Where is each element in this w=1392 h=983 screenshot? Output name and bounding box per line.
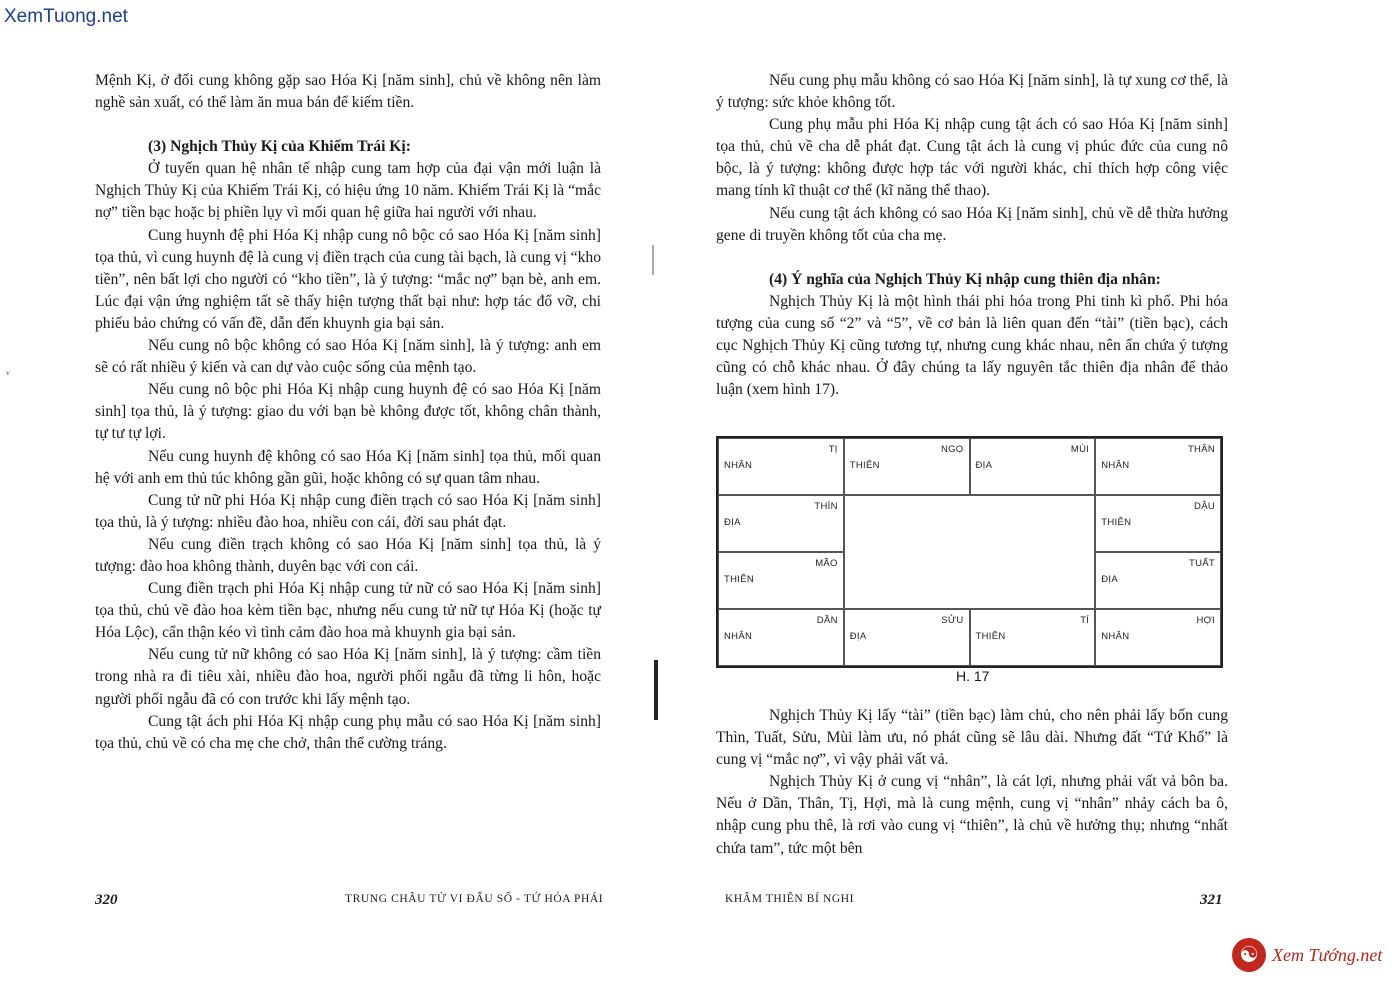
paragraph: Nghịch Thủy Kị là một hình thái phi hóa trong Phi tinh kì phổ. Phi hóa tượng của cung số “2” và “5”, về cơ bản là liên quan đến “tài” (tiền bạc), cách cục Nghịch Thủy Kị cũng tương tự, nhưng cung khác nhau, nên ẩn chứa ý tượng cũng có chỗ khác nhau. Ở đây chúng ta lấy nguyên tắc thiên địa nhân để thảo luận (xem hình 17). xyxy=(716,292,1228,399)
paragraph: Nếu cung nô bộc không có sao Hóa Kị [năm sinh], là ý tượng: anh em sẽ có rất nhiều ý kiến và can dự vào cuộc sống của mệnh tạo. xyxy=(95,337,601,377)
palace-cell xyxy=(718,495,844,552)
element-label: ĐỊA xyxy=(724,517,741,528)
branch-label: DẦN xyxy=(816,615,838,626)
logo-text: Xem Tướng.net xyxy=(1272,944,1383,965)
element-label: THIÊN xyxy=(724,574,754,585)
palace-cell xyxy=(844,609,970,666)
branch-label: TUẤT xyxy=(1188,558,1215,569)
branch-label: THÌN xyxy=(814,501,838,512)
branch-label: TỊ xyxy=(828,444,838,455)
element-label: ĐỊA xyxy=(975,460,993,471)
element-label: THIÊN xyxy=(975,631,1006,642)
diagram-center xyxy=(844,495,1096,609)
site-logo[interactable] xyxy=(1232,938,1382,972)
site-watermark[interactable]: XemTuong.net xyxy=(4,6,128,27)
paragraph: Nghịch Thủy Kị ở cung vị “nhân”, là cát lợi, nhưng phải vất vả bôn ba. Nếu ở Dần, Thân, Tị, Hợi, mà là cung mệnh, cung vị “nhân” nhảy cách ba ô, nhập cung phu thê, là rơi vào cung vị “thiên”, là chủ về hưởng thụ; nhưng “nhất chứa tam”, tức một bên xyxy=(716,773,1228,857)
branch-label: NGỌ xyxy=(940,444,964,455)
branch-label: TÍ xyxy=(1080,615,1090,626)
paragraph: Nếu cung huynh đệ không có sao Hóa Kị [năm sinh] tọa thủ, mối quan hệ với anh em thủ túc không gần gũi, hoặc không có sự quan tâm nhau. xyxy=(95,447,601,487)
element-label: THIÊN xyxy=(849,460,880,471)
branch-label: HỢI xyxy=(1196,615,1215,626)
paragraph: Cung tật ách phi Hóa Kị nhập cung phụ mẫu có sao Hóa Kị [năm sinh] tọa thủ, chủ về có cha mẹ che chở, thân thể cường tráng. xyxy=(95,712,601,752)
right-page-top xyxy=(716,70,1228,401)
left-page-number: 320 xyxy=(95,892,118,908)
right-page-number: 321 xyxy=(1200,892,1223,908)
figure-caption: H. 17 xyxy=(956,668,990,684)
palace-cell xyxy=(718,552,844,609)
paragraph: Cung điền trạch phi Hóa Kị nhập cung tử nữ có sao Hóa Kị [năm sinh] tọa thủ, chủ về đào hoa kèm tiền bạc, nhưng nếu cung tử nữ tự Hóa Kị (hoặc tự Hóa Lộc), cẩn thận kéo vì tình cảm đào hoa mà khuynh gia bại sản. xyxy=(95,580,601,642)
element-label: NHÂN xyxy=(1101,460,1130,471)
paragraph: Cung phụ mẫu phi Hóa Kị nhập cung tật ách có sao Hóa Kị [năm sinh] tọa thủ, chủ về cha dễ phát đạt. Cung tật ách là cung vị phúc đức của cung nô bộc, là ý tượng: không được hợp tác với người khác, chỉ thích hợp công việc mang tính kĩ thuật cơ thể (kĩ năng thể thao). xyxy=(716,116,1228,200)
element-label: NHÂN xyxy=(724,631,753,642)
paragraph: Cung tử nữ phi Hóa Kị nhập cung điền trạch có sao Hóa Kị [năm sinh] tọa thủ, là ý tượng: nhiều đào hoa, nhiều con cái, đời sau phát đạt. xyxy=(95,491,601,531)
palace-cell xyxy=(1095,552,1221,609)
paragraph-gap xyxy=(95,114,601,136)
element-label: NHÂN xyxy=(1101,631,1130,642)
element-label: ĐỊA xyxy=(1101,574,1118,585)
paragraph-gap xyxy=(716,247,1228,269)
branch-label: MÃO xyxy=(815,558,838,569)
gutter-mark xyxy=(654,660,658,720)
element-label: THIÊN xyxy=(1101,517,1132,528)
paragraph: Nếu cung tử nữ không có sao Hóa Kị [năm sinh], là ý tượng: cầm tiền trong nhà ra đi tiêu xài, nhiều đào hoa, người phối ngẫu đã từng li hôn, hoặc người phối ngẫu đã có con trước khi lấy mệnh tạo. xyxy=(95,646,601,708)
palace-cell xyxy=(718,438,844,495)
palace-diagram xyxy=(716,436,1223,668)
paragraph: Ở tuyến quan hệ nhân tế nhập cung tam hợp của đại vận mới luận là Nghịch Thủy Kị của Khiếm Trái Kị, có hiệu ứng 10 năm. Khiếm Trái Kị là “mắc nợ” tiền bạc hoặc bị phiền lụy vì mối quan hệ giữa hai người với nhau. xyxy=(95,160,601,222)
palace-cell xyxy=(718,609,844,666)
right-running-title: KHÂM THIÊN BÍ NGHI xyxy=(725,893,855,905)
left-page xyxy=(95,70,601,755)
left-running-title: TRUNG CHÂU TỬ VI ĐẨU SỐ - TỨ HÓA PHÁI xyxy=(345,893,604,905)
margin-mark: ᵥ xyxy=(6,362,10,377)
section-heading: (4) Ý nghĩa của Nghịch Thủy Kị nhập cung thiên địa nhân: xyxy=(769,270,1161,288)
paragraph: Nếu cung tật ách không có sao Hóa Kị [năm sinh], chủ về dễ thừa hưởng gene di truyền không tốt của cha mẹ. xyxy=(716,204,1228,244)
paragraph: Nếu cung nô bộc phi Hóa Kị nhập cung huynh đệ có sao Hóa Kị [năm sinh] tọa thủ, là ý tượng: giao du với bạn bè không được tốt, không chân thành, tự tư tự lợi. xyxy=(95,381,601,443)
branch-label: THÂN xyxy=(1187,444,1215,455)
gutter-mark-top xyxy=(652,245,654,275)
paragraph: Nếu cung phụ mẫu không có sao Hóa Kị [năm sinh], là tự xung cơ thể, là ý tượng: sức khỏe không tốt. xyxy=(716,72,1228,112)
right-page-bottom xyxy=(716,705,1228,860)
palace-cell xyxy=(970,609,1096,666)
palace-cell xyxy=(1095,609,1221,666)
element-label: ĐỊA xyxy=(849,631,867,642)
palace-cell xyxy=(1095,438,1221,495)
paragraph: Cung huynh đệ phi Hóa Kị nhập cung nô bộc có sao Hóa Kị [năm sinh] tọa thủ, vì cung huynh đệ là cung vị điền trạch của cung tài bạch, là cung vị “kho tiền”, nên bất lợi cho người có “kho tiền”, là ý tượng: “mắc nợ” bạn bè, anh em. Lúc đại vận ứng nghiệm tất sẽ thấy hiện tượng thất bại như: hợp tác đổ vỡ, chi phiếu bảo chứng có vấn đề, dẫn đến khuynh gia bại sản. xyxy=(95,226,601,332)
branch-label: DẬU xyxy=(1194,501,1215,512)
palace-cell xyxy=(844,438,970,495)
section-heading: (3) Nghịch Thủy Kị của Khiếm Trái Kị: xyxy=(148,138,411,156)
branch-label: SỬU xyxy=(941,615,964,626)
yin-yang-icon: ☯ xyxy=(1232,938,1266,972)
element-label: NHÂN xyxy=(724,460,753,471)
paragraph: Mệnh Kị, ở đối cung không gặp sao Hóa Kị [năm sinh], chủ về không nên làm nghề sản xuất, có thể làm ăn mua bán để kiếm tiền. xyxy=(95,72,601,112)
palace-cell xyxy=(1095,495,1221,552)
branch-label: MÙI xyxy=(1070,444,1090,455)
palace-cell xyxy=(970,438,1096,495)
paragraph: Nghịch Thủy Kị lấy “tài” (tiền bạc) làm chủ, cho nên phải lấy bốn cung Thìn, Tuất, Sửu, Mùi làm ưu, nó phát cũng sẽ lâu dài. Nhưng đất “Tứ Khố” là cung vị “mắc nợ”, vì vậy phải vất vả. xyxy=(716,707,1228,769)
paragraph: Nếu cung điền trạch không có sao Hóa Kị [năm sinh] tọa thủ, là ý tượng: đào hoa không thành, duyên bạc với con cái. xyxy=(95,535,601,575)
